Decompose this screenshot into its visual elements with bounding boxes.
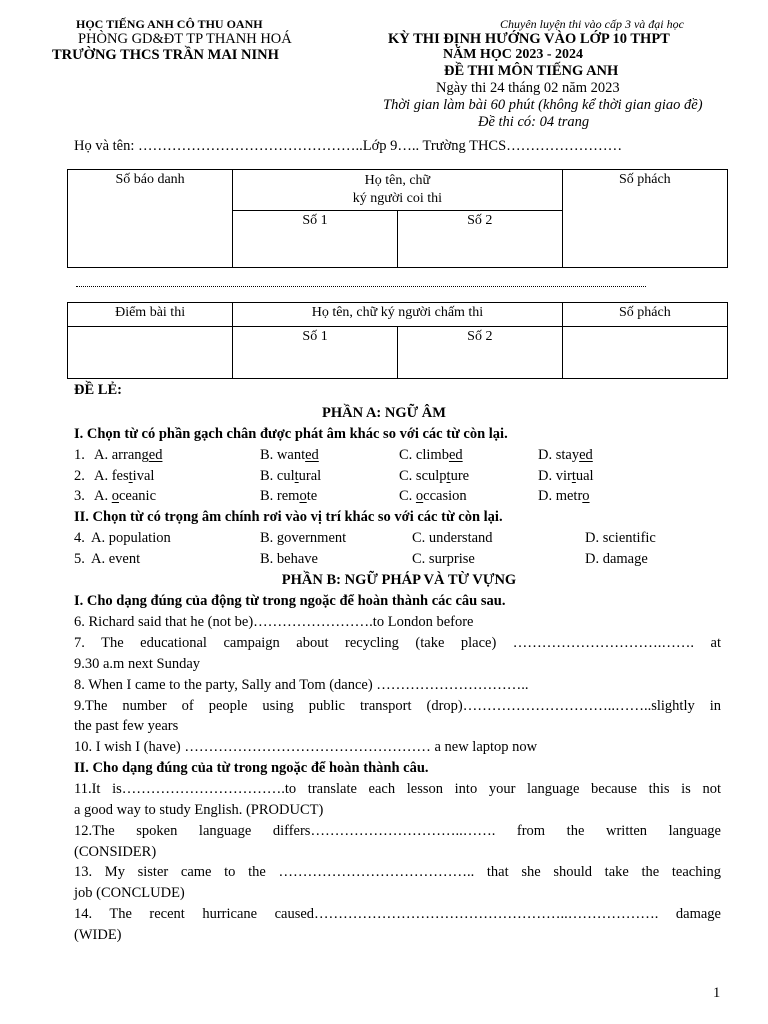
option-a — [94, 486, 156, 506]
question-13-line1: 13. My sister came to the ………………………………….. that she should take the teaching — [74, 864, 721, 880]
option-text: ival — [132, 468, 155, 484]
option-b — [260, 445, 319, 465]
underlined-part: o — [299, 488, 307, 504]
candidate-info-table — [67, 169, 728, 268]
question-12-line1: 12.The spoken language differs…………………………..……. from the written language — [74, 823, 721, 839]
question-14-line1: 14. The recent hurricane caused……………………………………………..………………. damage — [74, 906, 721, 922]
question-number: 2. — [74, 468, 85, 484]
secret-code-header: Số phách — [562, 170, 727, 268]
grader-2-cell: Số 2 — [397, 327, 562, 379]
question-number: 1. — [74, 447, 85, 463]
department-name: PHÒNG GD&ĐT TP THANH HOÁ — [78, 31, 292, 47]
question-6: 6. Richard said that he (not be)…………………….to London before — [74, 614, 474, 630]
school-year: NĂM HỌC 2023 - 2024 — [443, 47, 583, 62]
option-text: ccasion — [423, 488, 467, 504]
student-info-line: Họ và tên: ………………………………………..Lớp 9….. Trường THCS…………………… — [74, 138, 623, 154]
exam-duration: Thời gian làm bài 60 phút (không kể thời gian giao đề) — [383, 97, 703, 113]
question-7-line2: 9.30 a.m next Sunday — [74, 656, 201, 672]
option-a — [94, 445, 162, 465]
exam-subject: ĐỀ THI MÔN TIẾNG ANH — [444, 63, 619, 79]
center-name: HỌC TIẾNG ANH CÔ THU OANH — [76, 17, 263, 31]
exam-variant: ĐỀ LẺ: — [74, 382, 122, 398]
underlined-part: t — [294, 468, 299, 484]
part-a-section-1-title: I. Chọn từ có phần gạch chân được phát âm khác so với các từ còn lại. — [74, 426, 508, 442]
part-b-section-1-title: I. Cho dạng đúng của động từ trong ngoặc để hoàn thành các câu sau. — [74, 593, 506, 609]
invigilator-header — [233, 170, 563, 211]
option-b: B. government — [260, 530, 347, 546]
option-text: B. rem — [260, 488, 300, 504]
underlined-part: o — [582, 488, 590, 504]
secret-code-cell — [562, 327, 727, 379]
cut-line — [76, 286, 646, 287]
candidate-number-header: Số báo danh — [68, 170, 233, 268]
question-11-line2: a good way to study English. (PRODUCT) — [74, 802, 324, 818]
option-b — [260, 466, 321, 486]
question-number: 3. — [74, 488, 85, 504]
option-a: A. population — [91, 530, 171, 546]
option-c: C. understand — [412, 530, 493, 546]
option-d: D. damage — [585, 551, 648, 567]
question-10: 10. I wish I (have) …………………………………………… a new laptop now — [74, 739, 538, 755]
question-9-line2: the past few years — [74, 718, 179, 734]
option-text: A. — [94, 488, 112, 504]
exam-date: Ngày thi 24 tháng 02 năm 2023 — [436, 80, 620, 96]
option-d — [538, 466, 594, 486]
score-cell — [68, 327, 233, 379]
option-text: ceanic — [118, 488, 157, 504]
underlined-part: ed — [448, 447, 463, 463]
option-c — [399, 486, 467, 506]
underlined-part: ed — [579, 447, 593, 463]
option-text: C. climb — [399, 447, 449, 463]
option-b — [260, 486, 317, 506]
invigilator-2-cell: Số 2 — [397, 211, 562, 268]
tagline: Chuyên luyện thi vào cấp 3 và đại học — [500, 17, 684, 31]
question-9-line1: 9.The number of people using public transport (drop)…………………………..……..slightly in — [74, 698, 721, 714]
grader-1-cell: Số 1 — [233, 327, 398, 379]
underlined-part: t — [571, 468, 576, 484]
grading-table — [67, 302, 728, 379]
question-8: 8. When I came to the party, Sally and Tom (dance) ………………………….. — [74, 677, 529, 693]
option-text: ure — [450, 468, 470, 484]
option-text: B. cul — [260, 468, 295, 484]
score-header: Điểm bài thi — [68, 303, 233, 327]
page-count: Đề thi có: 04 trang — [478, 114, 590, 130]
question-number: 4. — [74, 530, 85, 546]
option-text: D. stay — [538, 447, 580, 463]
part-b-section-2-title: II. Cho dạng đúng của từ trong ngoặc để hoàn thành câu. — [74, 760, 429, 776]
option-text: B. want — [260, 447, 306, 463]
option-text: A. fes — [94, 468, 129, 484]
option-text: ural — [298, 468, 322, 484]
option-text: ual — [575, 468, 594, 484]
question-11-line1: 11.It is…………………………….to translate each lesson into your language because this is not — [74, 781, 721, 797]
invigilator-header-line1: Họ tên, chữ — [364, 173, 431, 188]
option-text: A. arrang — [94, 447, 149, 463]
option-a: A. event — [91, 551, 141, 567]
part-b-title: PHẦN B: NGỮ PHÁP VÀ TỪ VỰNG — [281, 572, 517, 588]
exam-title: KỲ THI ĐỊNH HƯỚNG VÀO LỚP 10 THPT — [388, 31, 670, 47]
part-a-section-2-title: II. Chọn từ có trọng âm chính rơi vào vị trí khác so với các từ còn lại. — [74, 509, 503, 525]
question-number: 5. — [74, 551, 85, 567]
option-text: te — [306, 488, 318, 504]
option-d — [538, 445, 593, 465]
invigilator-header-line2: ký người coi thi — [352, 191, 443, 206]
underlined-part: ed — [305, 447, 319, 463]
underlined-part: o — [415, 488, 424, 504]
option-text: C. sculp — [399, 468, 447, 484]
underlined-part: o — [111, 488, 119, 504]
grader-header: Họ tên, chữ ký người chấm thi — [233, 303, 563, 327]
underlined-part: ed — [148, 447, 163, 463]
option-b: B. behave — [260, 551, 318, 567]
option-a — [94, 466, 154, 486]
page-number: 1 — [713, 985, 721, 1001]
option-c — [399, 466, 469, 486]
invigilator-1-cell: Số 1 — [233, 211, 398, 268]
option-c — [399, 445, 463, 465]
option-text: D. metr — [538, 488, 583, 504]
underlined-part: t — [128, 468, 133, 484]
option-text: C. — [399, 488, 416, 504]
option-d — [538, 486, 590, 506]
secret-code-header-2: Số phách — [562, 303, 727, 327]
option-d: D. scientific — [585, 530, 656, 546]
underlined-part: t — [446, 468, 451, 484]
option-text: D. vir — [538, 468, 572, 484]
option-c: C. surprise — [412, 551, 475, 567]
question-12-line2: (CONSIDER) — [74, 844, 157, 860]
question-14-line2: (WIDE) — [74, 927, 122, 943]
part-a-title: PHẦN A: NGỮ ÂM — [322, 405, 446, 421]
question-13-line2: job (CONCLUDE) — [74, 885, 185, 901]
school-name: TRƯỜNG THCS TRẦN MAI NINH — [52, 47, 279, 63]
question-7-line1: 7. The educational campaign about recycling (take place) ………………………….……. at — [74, 635, 721, 651]
